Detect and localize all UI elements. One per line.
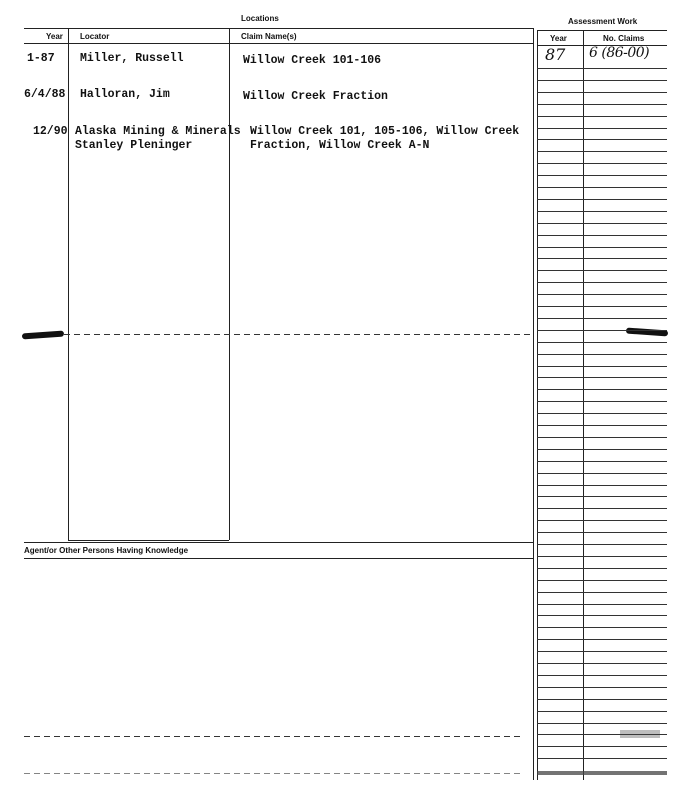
aw-ruled-line (537, 449, 667, 450)
aw-ruled-line (537, 687, 667, 688)
aw-ruled-line (537, 401, 667, 402)
aw-ruled-line (537, 104, 667, 105)
row-2-year: 6/4/88 (24, 88, 66, 101)
aw-ruled-line (537, 258, 667, 259)
header-top-rule (24, 28, 533, 29)
aw-ruled-line (537, 651, 667, 652)
aw-ruled-line (537, 282, 667, 283)
aw-ruled-line (537, 139, 667, 140)
aw-ruled-line (537, 187, 667, 188)
row-3-locator-line2: Stanley Pleninger (75, 139, 193, 152)
bottom-dash-1 (24, 736, 524, 737)
aw-ruled-line (537, 758, 667, 759)
aw-ruled-line (537, 723, 667, 724)
aw-ruled-line (537, 366, 667, 367)
aw-ruled-line (537, 151, 667, 152)
aw-ruled-line (537, 580, 667, 581)
aw-ruled-line (537, 330, 667, 331)
aw-ruled-line (537, 604, 667, 605)
aw-ruled-line (537, 544, 667, 545)
aw-ruled-line (537, 425, 667, 426)
aw-ruled-line (537, 627, 667, 628)
aw-ruled-line (537, 377, 667, 378)
aw-left-border (537, 30, 538, 780)
aw-ruled-line (537, 235, 667, 236)
aw-ruled-line (537, 699, 667, 700)
aw-ruled-line (537, 413, 667, 414)
col-locator-header: Locator (80, 32, 110, 41)
aw-ruled-line (537, 485, 667, 486)
aw-ruled-line (537, 663, 667, 664)
locations-heading: Locations (241, 14, 279, 23)
aw-ruled-line (537, 116, 667, 117)
corner-scan-speckle (620, 730, 660, 738)
header-bottom-rule (24, 43, 533, 44)
aw-ruled-line (537, 473, 667, 474)
aw-ruled-line (537, 223, 667, 224)
aw-ruled-line (537, 68, 667, 69)
row-3-locator: Alaska Mining & Minerals (75, 125, 241, 138)
col-aw-year-header: Year (550, 34, 567, 43)
row-2-locator: Halloran, Jim (80, 88, 170, 101)
fold-line (24, 334, 533, 335)
agent-label: Agent/or Other Persons Having Knowledge (24, 546, 189, 555)
aw-ruled-line (537, 306, 667, 307)
row-2-claims: Willow Creek Fraction (243, 90, 388, 103)
header-top-rule-right (537, 30, 667, 31)
aw-year-claims-divider (583, 30, 584, 780)
aw-ruled-line (537, 92, 667, 93)
aw-ruled-line (537, 211, 667, 212)
row-1-claims: Willow Creek 101-106 (243, 54, 382, 67)
agent-label-rule (24, 558, 533, 559)
aw-year-handwritten: 87 (545, 45, 566, 64)
aw-ruled-line (537, 389, 667, 390)
bottom-scan-streak (537, 771, 667, 775)
col-year-header: Year (46, 32, 63, 41)
aw-ruled-line (537, 496, 667, 497)
col-claim-names-header: Claim Name(s) (241, 32, 297, 41)
aw-ruled-line (537, 437, 667, 438)
aw-ruled-line (537, 128, 667, 129)
col-aw-no-claims-header: No. Claims (603, 34, 645, 43)
aw-ruled-line (537, 711, 667, 712)
aw-ruled-line (537, 247, 667, 248)
aw-ruled-line (537, 318, 667, 319)
locations-bottom-rule (68, 540, 229, 541)
aw-ruled-line (537, 592, 667, 593)
agent-section-top-rule (24, 542, 533, 543)
year-locator-divider (68, 28, 69, 540)
locations-right-border (533, 28, 534, 780)
aw-ruled-line (537, 163, 667, 164)
row-3-year: 12/90 (33, 125, 68, 138)
aw-ruled-line (537, 615, 667, 616)
aw-ruled-line (537, 746, 667, 747)
locator-claims-divider (229, 28, 230, 540)
row-3-claims-line2: Fraction, Willow Creek A-N (250, 139, 430, 152)
aw-ruled-line (537, 639, 667, 640)
aw-no-claims-handwritten: 6 (86-00) (589, 45, 650, 61)
aw-ruled-line (537, 80, 667, 81)
row-3-claims: Willow Creek 101, 105-106, Willow Creek (250, 125, 520, 138)
assessment-work-heading: Assessment Work (568, 17, 638, 26)
aw-ruled-line (537, 568, 667, 569)
aw-ruled-line (537, 520, 667, 521)
fold-mark-left (22, 331, 64, 340)
aw-ruled-line (537, 294, 667, 295)
aw-ruled-line (537, 199, 667, 200)
bottom-dash-2 (24, 773, 524, 774)
fold-mark-right (626, 328, 668, 337)
row-1-locator: Miller, Russell (80, 52, 184, 65)
aw-ruled-line (537, 675, 667, 676)
aw-ruled-line (537, 508, 667, 509)
aw-ruled-line (537, 175, 667, 176)
aw-ruled-line (537, 532, 667, 533)
row-1-year: 1-87 (27, 52, 55, 65)
aw-ruled-line (537, 342, 667, 343)
aw-ruled-line (537, 354, 667, 355)
aw-ruled-line (537, 556, 667, 557)
aw-ruled-line (537, 270, 667, 271)
aw-ruled-line (537, 461, 667, 462)
